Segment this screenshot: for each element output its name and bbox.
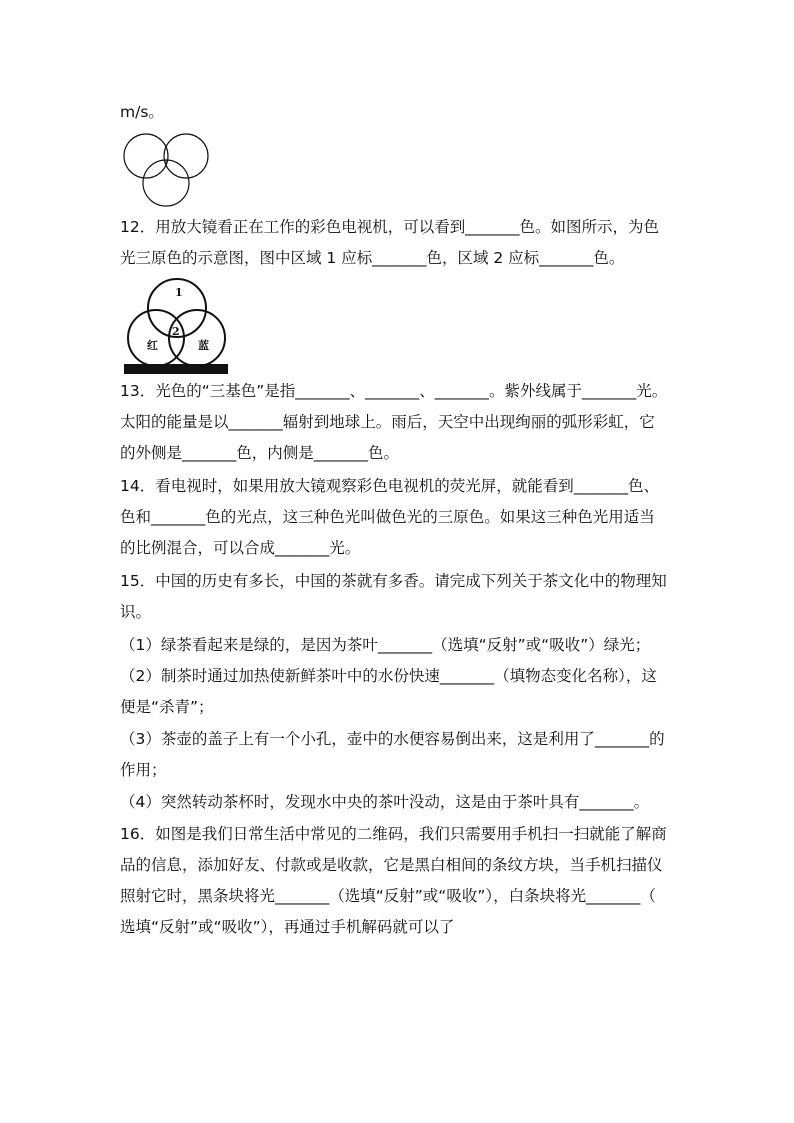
q13-line-2: 太阳的能量是以_______辐射到地球上。雨后，天空中出现绚丽的弧形彩虹，它 — [120, 413, 655, 431]
red-label: 红 — [147, 339, 158, 352]
q12-line-2: 光三原色的示意图，图中区域 1 应标_______色，区域 2 应标_______色。 — [120, 249, 625, 267]
q15-sub-3a: （3）茶壶的盖子上有一个小孔，壶中的水便容易倒出来，这是利用了_______的 — [120, 730, 665, 748]
q16-line-3: 照射它时，黑条块将光_______（选填“反射”或“吸收”），白条块将光_______（ — [120, 887, 656, 905]
q15-sub-3b: 作用； — [120, 761, 167, 779]
q13-line-3: 的外侧是_______色，内侧是_______色。 — [120, 444, 400, 462]
region-1-label: 1 — [175, 286, 183, 299]
three-circles-figure — [122, 130, 214, 212]
q15-sub-2b: 便是“杀青”； — [120, 698, 214, 716]
q15-line-1: 15．中国的历史有多长，中国的茶就有多香。请完成下列关于茶文化中的物理知 — [120, 572, 667, 590]
region-2-label: 2 — [172, 325, 180, 338]
q12-line-1: 12．用放大镜看正在工作的彩色电视机，可以看到_______色。如图所示，为色 — [120, 218, 659, 236]
q16-line-2: 品的信息，添加好友、付款或是收款，它是黑白相间的条纹方块，当手机扫描仪 — [120, 856, 663, 874]
q13-line-1: 13．光色的“三基色”是指_______、_______、_______。紫外线属于_______光。 — [120, 382, 668, 400]
blue-label: 蓝 — [198, 339, 209, 352]
q15-sub-2a: （2）制茶时通过加热使新鲜茶叶中的水份快速_______（填物态变化名称），这 — [120, 667, 657, 685]
rgb-circles-figure — [120, 276, 230, 376]
q15-line-2: 识。 — [120, 603, 152, 621]
q15-sub-1: （1）绿茶看起来是绿的，是因为茶叶_______（选填“反射”或“吸收”）绿光； — [120, 636, 651, 654]
top-fragment: m/s。 — [120, 103, 164, 121]
q14-line-2: 色和_______色的光点，这三种色光叫做色光的三原色。如果这三种色光用适当 — [120, 508, 655, 526]
q14-line-1: 14．看电视时，如果用放大镜观察彩色电视机的荧光屏，就能看到_______色、 — [120, 477, 659, 495]
q15-sub-4: （4）突然转动茶杯时，发现水中央的茶叶没动，这是由于茶叶具有_______。 — [120, 793, 650, 811]
q16-line-1: 16．如图是我们日常生活中常见的二维码，我们只需要用手机扫一扫就能了解商 — [120, 825, 667, 843]
q16-line-4: 选填“反射”或“吸收”），再通过手机解码就可以了 — [120, 918, 455, 936]
q14-line-3: 的比例混合，可以合成_______光。 — [120, 539, 361, 557]
